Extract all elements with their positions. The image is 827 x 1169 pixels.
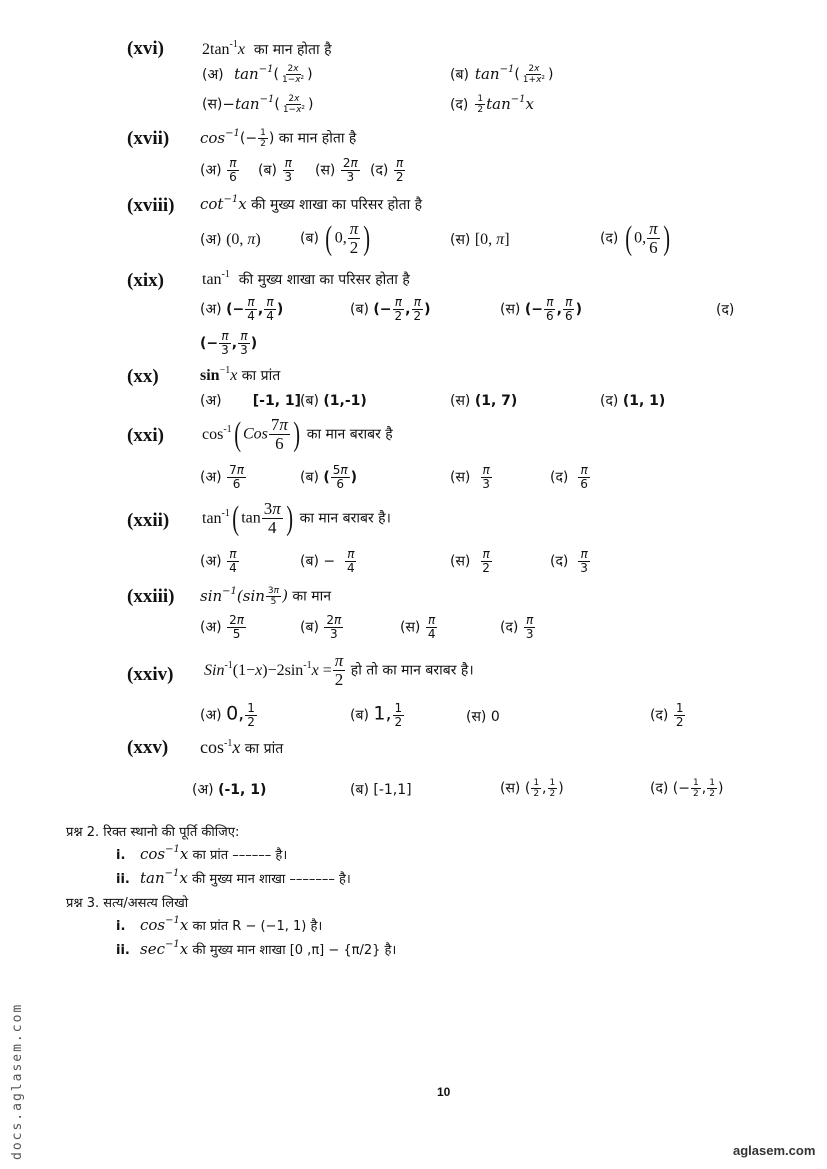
option-d-label[interactable]: (द): [716, 302, 735, 318]
option-d[interactable]: (द) $\frac{1}{2}$ $\tan^{-1}x$: [450, 93, 534, 115]
option-c[interactable]: (स) $\frac{\pi}{4}$: [400, 613, 436, 641]
option-a[interactable]: (अ) $\frac{\pi}{4}$: [200, 547, 237, 575]
option-d[interactable]: (द) $\frac{1}{2}$: [650, 701, 684, 729]
question-stem: $\cos^{-1}x$ का प्रांत: [200, 737, 284, 757]
question-stem: $\cot^{-1}x$ की मुख्य शाखा का परिसर होता है: [200, 194, 423, 213]
option-c[interactable]: (स) 0: [466, 709, 500, 725]
question-stem: $Sin^{-1}(1-x)-2\sin^{-1}x$ = $\frac{\pi}{2}$ हो तो का मान बराबर है।: [204, 651, 474, 689]
option-b[interactable]: (ब) 1, $\frac{1}{2}$: [350, 701, 403, 729]
option-c[interactable]: (स) ( $\frac{1}{2}$ , $\frac{1}{2}$ ): [500, 778, 564, 799]
option-d[interactable]: (द) (− $\frac{1}{2}$ , $\frac{1}{2}$ ): [650, 778, 724, 799]
question-number: (xvi): [127, 38, 164, 59]
question-number: (xxi): [127, 425, 164, 446]
option-c[interactable]: (स) $\frac{2\pi}{3}$: [315, 156, 358, 184]
question-number: (xxii): [127, 510, 170, 531]
section-3-title: प्रश्न 3. सत्य/असत्य लिखो: [66, 896, 189, 911]
question-stem: $\tan^{-1}$ की मुख्य शाखा का परिसर होता है: [202, 269, 410, 288]
option-c[interactable]: (स) (− $\frac{\pi}{6}$ , $\frac{\pi}{6}$ ): [500, 295, 582, 323]
option-d[interactable]: (− $\frac{\pi}{3}$ , $\frac{\pi}{3}$ ): [200, 329, 258, 357]
corner-watermark: aglasem.com: [733, 1143, 816, 1158]
section-2-item-i: i. $\cos^{-1}x$ का प्रांत –––––– है।: [116, 844, 288, 863]
option-b[interactable]: (ब) ( $\frac{5\pi}{6}$ ): [300, 463, 358, 491]
option-b[interactable]: (ब) $\frac{2\pi}{3}$: [300, 613, 342, 641]
option-c[interactable]: (स) (1, 7): [450, 393, 518, 409]
option-a[interactable]: (अ) (-1, 1): [192, 782, 267, 798]
option-c[interactable]: (स) [0, π]: [450, 231, 510, 248]
option-d[interactable]: (द) ( 0, $\frac{\pi}{6}$ ): [600, 219, 670, 257]
question-number: (xviii): [127, 195, 175, 216]
option-a[interactable]: (अ) $\frac{\pi}{6}$: [200, 156, 237, 184]
option-b[interactable]: (ब) (− $\frac{\pi}{2}$ , $\frac{\pi}{2}$ ): [350, 295, 431, 323]
section-3-item-i: i. $\cos^{-1}x$ का प्रांत R − (−1, 1) है।: [116, 915, 323, 934]
option-a[interactable]: (अ) (− $\frac{\pi}{4}$ , $\frac{\pi}{4}$ ): [200, 295, 284, 323]
question-number: (xxiv): [127, 664, 174, 685]
option-b[interactable]: (ब) $\frac{\pi}{3}$: [258, 156, 293, 184]
option-b[interactable]: (ब) − $\frac{\pi}{4}$: [300, 547, 355, 575]
option-b[interactable]: (ब) $\tan^{-1}$( $\frac{2x}{\text{1+x²}}$ ): [450, 63, 554, 85]
question-number: (xxiii): [127, 586, 175, 607]
option-a[interactable]: (अ) $\frac{2\pi}{5}$: [200, 613, 244, 641]
option-a[interactable]: (अ) [-1, 1]: [200, 393, 302, 409]
question-number: (xix): [127, 270, 164, 291]
option-b[interactable]: (ब) (1,-1): [300, 393, 367, 409]
option-a[interactable]: (अ) $\tan^{-1}$( $\frac{2x}{\text{1−x²}}$ ): [202, 63, 313, 85]
option-d[interactable]: (द) $\frac{\pi}{6}$: [550, 463, 588, 491]
option-b[interactable]: (ब) [-1,1]: [350, 782, 412, 798]
side-watermark: docs.aglasem.com: [10, 1002, 25, 1160]
option-d[interactable]: (द) $\frac{\pi}{3}$: [500, 613, 534, 641]
question-stem: $\tan^{-1}$( tan $\frac{3\pi}{4}$ ) का मान बराबर है।: [202, 499, 391, 537]
question-stem: $\cos^{-1}(-$ $\frac{1}{2}$ ) का मान होता है: [200, 127, 357, 149]
option-a[interactable]: (अ) $\frac{7\pi}{6}$: [200, 463, 244, 491]
option-b[interactable]: (ब) ( 0, $\frac{\pi}{2}$ ): [300, 219, 371, 257]
question-number: (xvii): [127, 128, 170, 149]
question-number: (xxv): [127, 737, 169, 758]
question-stem: $\sin^{-1}x$ का प्रांत: [200, 365, 281, 384]
option-a[interactable]: (अ) (0, π): [200, 231, 261, 248]
question-stem: $\cos^{-1}$( Cos $\frac{7\pi}{6}$ ) का मान बराबर है: [202, 415, 393, 453]
option-d[interactable]: (द) $\frac{\pi}{2}$: [370, 156, 404, 184]
section-3-item-ii: ii. $\sec^{-1}x$ की मुख्य मान शाखा [0 ,π] − {π/2} है।: [116, 939, 397, 958]
question-stem: $2\tan^{-1}x$ का मान होता है: [202, 39, 332, 58]
option-c[interactable]: (स) $\frac{\pi}{3}$: [450, 463, 490, 491]
option-d[interactable]: (द) (1, 1): [600, 393, 666, 409]
option-a[interactable]: (अ) 0, $\frac{1}{2}$: [200, 701, 255, 729]
question-number: (xx): [127, 366, 159, 387]
page-number: 10: [437, 1085, 451, 1099]
section-2-title: प्रश्न 2. रिक्त स्थानो की पूर्ति कीजिए:: [66, 825, 240, 840]
section-2-item-ii: ii. $\tan^{-1}x$ की मुख्य मान शाखा ––––––– है।: [116, 868, 351, 887]
option-c[interactable]: (स) $\frac{\pi}{2}$: [450, 547, 490, 575]
option-c[interactable]: $(स)-\tan^{-1}$( $\frac{2x}{\text{1−x²}}$ ): [202, 93, 314, 115]
option-d[interactable]: (द) $\frac{\pi}{3}$: [550, 547, 588, 575]
question-stem: $\sin^{-1}(\sin$ $\frac{3\pi}{5}$ ) का मान: [200, 585, 331, 607]
